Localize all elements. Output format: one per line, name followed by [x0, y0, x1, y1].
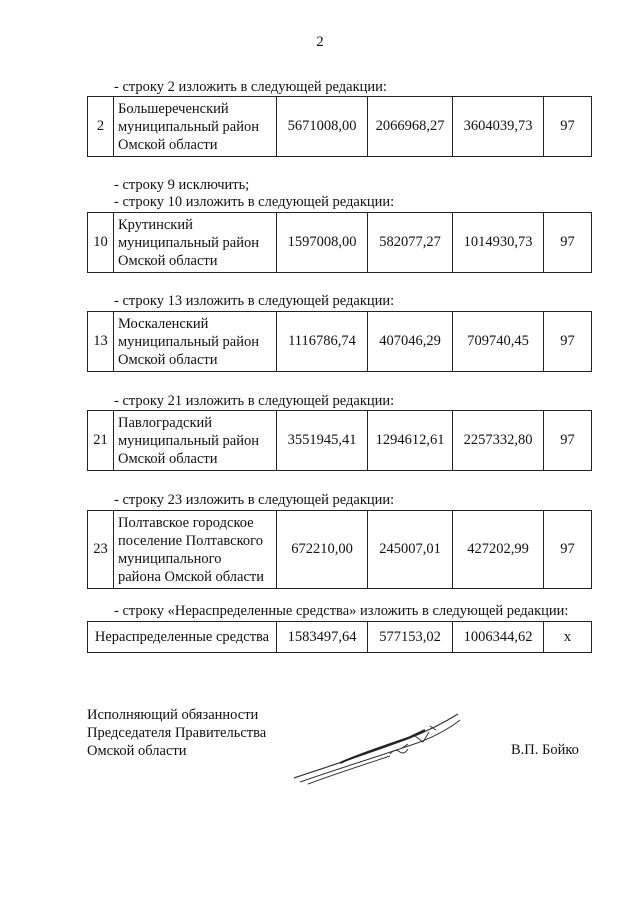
row-name-line: Большереченский — [118, 100, 229, 117]
signatory-title-line: Исполняющий обязанности — [87, 707, 259, 723]
unallocated-table — [87, 621, 592, 653]
instruction-line: - строку «Нераспределенные средства» изложить в следующей редакции: — [114, 603, 569, 619]
row-name-line: Омской области — [118, 136, 218, 153]
value-cell: 1116786,74 — [277, 312, 368, 372]
table-row — [88, 97, 592, 157]
value-cell: 2066968,27 — [368, 97, 453, 157]
value-cell: 1014930,73 — [453, 213, 544, 273]
instruction-line: - строку 9 исключить; — [114, 177, 250, 193]
table-row — [88, 411, 592, 471]
amendment-table — [87, 212, 592, 273]
value-cell: 245007,01 — [368, 511, 453, 589]
instruction-line: - строку 10 изложить в следующей редакции: — [114, 194, 395, 210]
value-cell: 1294612,61 — [368, 411, 453, 471]
unallocated-label: Нераспределенные средства — [88, 622, 277, 653]
signatory-name: В.П. Бойко — [511, 742, 579, 758]
value-cell: 1597008,00 — [277, 213, 368, 273]
value-cell: 97 — [544, 511, 592, 589]
row-name-line: Крутинский — [118, 216, 193, 233]
row-number: 10 — [88, 213, 114, 273]
table-row — [88, 213, 592, 273]
value-cell: 3551945,41 — [277, 411, 368, 471]
row-name-line: поселение Полтавского — [118, 532, 263, 549]
value-cell: 577153,02 — [368, 622, 453, 653]
signatory-title-line: Омской области — [87, 743, 187, 759]
row-name-line: муниципальный район — [118, 118, 259, 135]
row-name — [114, 312, 277, 372]
row-name-line: Омской области — [118, 252, 218, 269]
row-number: 23 — [88, 511, 114, 589]
row-name-line: района Омской области — [118, 568, 265, 585]
row-name-line: Полтавское городское — [118, 514, 254, 531]
value-cell: 427202,99 — [453, 511, 544, 589]
value-cell: 1583497,64 — [277, 622, 368, 653]
row-name-line: Павлоградский — [118, 414, 213, 431]
value-cell: 1006344,62 — [453, 622, 544, 653]
amendment-table — [87, 96, 592, 157]
row-name-line: Омской области — [118, 450, 218, 467]
signatory-title-line: Председателя Правительства — [87, 725, 267, 741]
table-row — [88, 312, 592, 372]
value-cell: 97 — [544, 411, 592, 471]
signatory-title — [87, 706, 266, 760]
instruction-line: - строку 2 изложить в следующей редакции: — [114, 79, 387, 95]
value-cell: 2257332,80 — [453, 411, 544, 471]
instruction-line: - строку 21 изложить в следующей редакции: — [114, 393, 395, 409]
amendment-table — [87, 410, 592, 471]
value-cell: 97 — [544, 97, 592, 157]
value-cell: 3604039,73 — [453, 97, 544, 157]
row-name — [114, 97, 277, 157]
value-cell: 672210,00 — [277, 511, 368, 589]
value-cell: х — [544, 622, 592, 653]
instruction-line: - строку 13 изложить в следующей редакции: — [114, 293, 395, 309]
instruction-line: - строку 23 изложить в следующей редакции: — [114, 492, 395, 508]
row-name — [114, 213, 277, 273]
row-name-line: Омской области — [118, 351, 218, 368]
page-number: 2 — [316, 34, 324, 50]
row-name-line: муниципальный район — [118, 333, 259, 350]
row-name — [114, 511, 277, 589]
value-cell: 97 — [544, 213, 592, 273]
value-cell: 5671008,00 — [277, 97, 368, 157]
row-name-line: муниципального — [118, 550, 222, 567]
table-row — [88, 622, 592, 653]
row-number: 13 — [88, 312, 114, 372]
amendment-table — [87, 510, 592, 589]
handwritten-signature — [290, 708, 465, 788]
value-cell: 407046,29 — [368, 312, 453, 372]
value-cell: 582077,27 — [368, 213, 453, 273]
table-row — [88, 511, 592, 589]
row-number: 2 — [88, 97, 114, 157]
value-cell: 709740,45 — [453, 312, 544, 372]
row-name-line: муниципальный район — [118, 234, 259, 251]
value-cell: 97 — [544, 312, 592, 372]
row-name-line: Москаленский — [118, 315, 209, 332]
row-name — [114, 411, 277, 471]
row-name-line: муниципальный район — [118, 432, 259, 449]
amendment-table — [87, 311, 592, 372]
row-number: 21 — [88, 411, 114, 471]
